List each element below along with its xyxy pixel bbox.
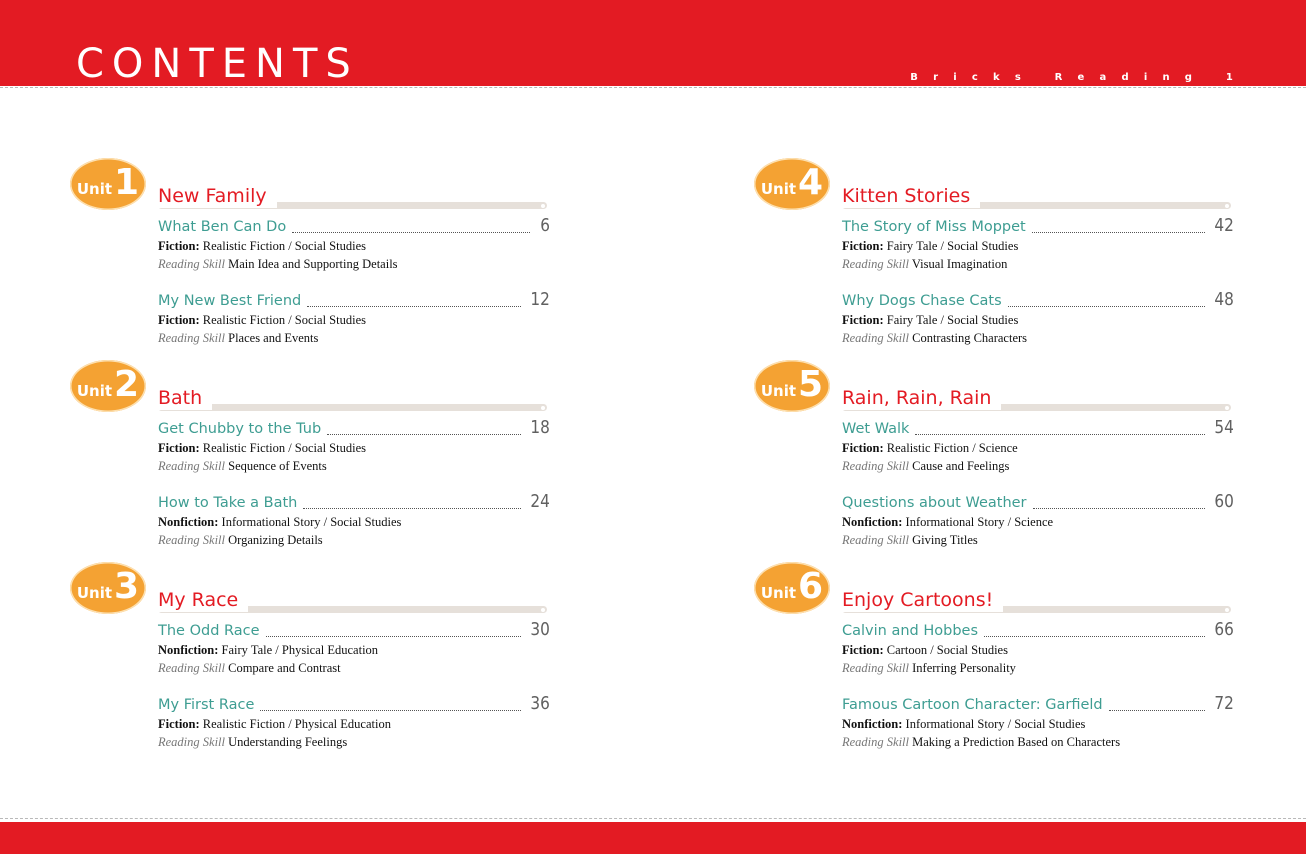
lesson-heading bbox=[158, 214, 550, 236]
genre-type: Fiction: bbox=[842, 441, 884, 455]
skill-line bbox=[158, 329, 550, 347]
genre-type: Fiction: bbox=[158, 313, 200, 327]
skill-line bbox=[158, 733, 550, 751]
skill-text: Inferring Personality bbox=[912, 661, 1016, 675]
dot-leader bbox=[266, 635, 522, 637]
skill-label: Reading Skill bbox=[158, 459, 225, 473]
skill-text: Giving Titles bbox=[912, 533, 978, 547]
genre-type: Nonfiction: bbox=[842, 515, 903, 529]
lesson-heading bbox=[158, 416, 550, 438]
genre-type: Nonfiction: bbox=[158, 515, 219, 529]
dot-leader bbox=[1033, 507, 1206, 509]
skill-line bbox=[842, 531, 1234, 549]
skill-label: Reading Skill bbox=[158, 661, 225, 675]
genre-line bbox=[158, 439, 550, 457]
dot-leader bbox=[1032, 231, 1205, 233]
genre-text: Realistic Fiction / Science bbox=[886, 441, 1018, 455]
lesson-title: Questions about Weather bbox=[842, 495, 1027, 511]
genre-type: Fiction: bbox=[158, 239, 200, 253]
dot-leader bbox=[292, 231, 530, 233]
unit-title: Rain, Rain, Rain bbox=[842, 386, 1001, 410]
unit-badge bbox=[754, 360, 830, 412]
dot-leader bbox=[1008, 305, 1205, 307]
series-label: Bricks Reading 1 bbox=[910, 72, 1248, 83]
lesson-heading bbox=[842, 618, 1234, 640]
lesson-heading bbox=[158, 618, 550, 640]
unit-section bbox=[754, 562, 1234, 764]
lesson-entry[interactable] bbox=[158, 692, 550, 751]
genre-type: Fiction: bbox=[842, 643, 884, 657]
lesson-title: How to Take a Bath bbox=[158, 495, 298, 511]
skill-text: Organizing Details bbox=[228, 533, 323, 547]
genre-text: Fairy Tale / Social Studies bbox=[886, 313, 1019, 327]
unit-number: 1 bbox=[114, 162, 140, 203]
unit-label: Unit bbox=[760, 382, 797, 400]
dot-leader bbox=[1109, 709, 1205, 711]
lesson-title: My First Race bbox=[158, 697, 255, 713]
unit-number: 3 bbox=[114, 566, 140, 607]
unit-section bbox=[754, 360, 1234, 562]
skill-text: Cause and Feelings bbox=[912, 459, 1010, 473]
genre-line bbox=[158, 311, 550, 329]
genre-line bbox=[158, 715, 550, 733]
skill-text: Understanding Feelings bbox=[228, 735, 348, 749]
genre-line bbox=[842, 715, 1234, 733]
unit-title-bar bbox=[158, 404, 547, 411]
skill-line bbox=[842, 255, 1234, 273]
dot-leader bbox=[984, 635, 1205, 637]
skill-line bbox=[842, 457, 1234, 475]
page-number: 66 bbox=[1214, 619, 1234, 640]
page-number: 36 bbox=[530, 693, 550, 714]
dot-leader bbox=[307, 305, 521, 307]
footer-band bbox=[0, 822, 1306, 854]
page-number: 12 bbox=[530, 289, 550, 310]
skill-label: Reading Skill bbox=[158, 331, 225, 345]
dot-leader bbox=[915, 433, 1205, 435]
page-number: 24 bbox=[530, 491, 550, 512]
page-number: 6 bbox=[540, 215, 550, 236]
dot-leader bbox=[327, 433, 521, 435]
lesson-title: Why Dogs Chase Cats bbox=[842, 293, 1002, 309]
unit-number: 6 bbox=[798, 566, 824, 607]
lesson-title: The Odd Race bbox=[158, 623, 260, 639]
genre-line bbox=[842, 513, 1234, 531]
skill-line bbox=[842, 329, 1234, 347]
genre-text: Realistic Fiction / Social Studies bbox=[202, 239, 366, 253]
page-number: 60 bbox=[1214, 491, 1234, 512]
genre-line bbox=[842, 641, 1234, 659]
page-number: 54 bbox=[1214, 417, 1234, 438]
lesson-entry[interactable] bbox=[842, 490, 1234, 549]
lesson-heading bbox=[158, 692, 550, 714]
unit-title: Enjoy Cartoons! bbox=[842, 588, 1003, 612]
dot-leader bbox=[303, 507, 521, 509]
genre-type: Nonfiction: bbox=[842, 717, 903, 731]
genre-line bbox=[842, 439, 1234, 457]
lesson-title: My New Best Friend bbox=[158, 293, 302, 309]
genre-text: Fairy Tale / Physical Education bbox=[221, 643, 379, 657]
lesson-heading bbox=[842, 288, 1234, 310]
lesson-heading bbox=[158, 288, 550, 310]
unit-label: Unit bbox=[76, 584, 113, 602]
skill-label: Reading Skill bbox=[842, 661, 909, 675]
skill-label: Reading Skill bbox=[158, 735, 225, 749]
unit-label: Unit bbox=[76, 180, 113, 198]
skill-line bbox=[842, 733, 1234, 751]
lesson-entry[interactable] bbox=[842, 618, 1234, 677]
genre-text: Informational Story / Social Studies bbox=[221, 515, 402, 529]
genre-text: Informational Story / Social Studies bbox=[905, 717, 1086, 731]
lesson-title: What Ben Can Do bbox=[158, 219, 287, 235]
genre-line bbox=[158, 237, 550, 255]
unit-title: Kitten Stories bbox=[842, 184, 980, 208]
lesson-title: Wet Walk bbox=[842, 421, 910, 437]
page-number: 18 bbox=[530, 417, 550, 438]
genre-text: Realistic Fiction / Physical Education bbox=[202, 717, 391, 731]
skill-text: Main Idea and Supporting Details bbox=[228, 257, 398, 271]
skill-label: Reading Skill bbox=[842, 331, 909, 345]
genre-type: Fiction: bbox=[158, 717, 200, 731]
skill-label: Reading Skill bbox=[842, 533, 909, 547]
skill-label: Reading Skill bbox=[842, 735, 909, 749]
skill-line bbox=[158, 659, 550, 677]
skill-text: Places and Events bbox=[228, 331, 319, 345]
dot-leader bbox=[260, 709, 521, 711]
skill-text: Sequence of Events bbox=[228, 459, 327, 473]
unit-title: My Race bbox=[158, 588, 248, 612]
skill-line bbox=[158, 531, 550, 549]
page-number: 42 bbox=[1214, 215, 1234, 236]
unit-number: 5 bbox=[798, 364, 824, 405]
genre-type: Nonfiction: bbox=[158, 643, 219, 657]
genre-line bbox=[158, 513, 550, 531]
footer-divider bbox=[0, 818, 1306, 819]
genre-type: Fiction: bbox=[158, 441, 200, 455]
lesson-entry[interactable] bbox=[842, 214, 1234, 273]
unit-label: Unit bbox=[760, 180, 797, 198]
lesson-entry[interactable] bbox=[158, 618, 550, 677]
skill-line bbox=[842, 659, 1234, 677]
genre-line bbox=[158, 641, 550, 659]
unit-title: New Family bbox=[158, 184, 277, 208]
lesson-entry[interactable] bbox=[158, 288, 550, 347]
lesson-heading bbox=[842, 416, 1234, 438]
lesson-heading bbox=[842, 692, 1234, 714]
skill-label: Reading Skill bbox=[158, 533, 225, 547]
unit-badge bbox=[754, 158, 830, 210]
lesson-entry[interactable] bbox=[158, 490, 550, 549]
unit-section bbox=[754, 158, 1234, 360]
lesson-entry[interactable] bbox=[842, 416, 1234, 475]
lesson-title: Get Chubby to the Tub bbox=[158, 421, 322, 437]
unit-badge bbox=[70, 562, 146, 614]
unit-title: Bath bbox=[158, 386, 212, 410]
genre-text: Informational Story / Science bbox=[905, 515, 1054, 529]
skill-line bbox=[158, 255, 550, 273]
lesson-heading bbox=[842, 490, 1234, 512]
page-number: 48 bbox=[1214, 289, 1234, 310]
unit-badge bbox=[754, 562, 830, 614]
lesson-entry[interactable] bbox=[842, 692, 1234, 751]
genre-line bbox=[842, 237, 1234, 255]
lesson-title: Calvin and Hobbes bbox=[842, 623, 978, 639]
genre-text: Fairy Tale / Social Studies bbox=[886, 239, 1019, 253]
skill-label: Reading Skill bbox=[842, 459, 909, 473]
genre-type: Fiction: bbox=[842, 239, 884, 253]
skill-label: Reading Skill bbox=[842, 257, 909, 271]
skill-text: Contrasting Characters bbox=[912, 331, 1028, 345]
unit-section bbox=[70, 158, 550, 360]
contents-column-right bbox=[754, 158, 1234, 764]
skill-text: Making a Prediction Based on Characters bbox=[912, 735, 1121, 749]
unit-number: 4 bbox=[798, 162, 824, 203]
unit-badge bbox=[70, 158, 146, 210]
genre-text: Realistic Fiction / Social Studies bbox=[202, 441, 366, 455]
lesson-entry[interactable] bbox=[842, 288, 1234, 347]
header-divider bbox=[0, 87, 1306, 88]
page-number: 72 bbox=[1214, 693, 1234, 714]
genre-text: Cartoon / Social Studies bbox=[886, 643, 1008, 657]
skill-label: Reading Skill bbox=[158, 257, 225, 271]
unit-badge bbox=[70, 360, 146, 412]
lesson-heading bbox=[842, 214, 1234, 236]
genre-text: Realistic Fiction / Social Studies bbox=[202, 313, 366, 327]
contents-column-left bbox=[70, 158, 550, 764]
skill-text: Visual Imagination bbox=[911, 257, 1008, 271]
lesson-title: The Story of Miss Moppet bbox=[842, 219, 1026, 235]
unit-label: Unit bbox=[76, 382, 113, 400]
unit-number: 2 bbox=[114, 364, 140, 405]
page-number: 30 bbox=[530, 619, 550, 640]
unit-section bbox=[70, 360, 550, 562]
lesson-heading bbox=[158, 490, 550, 512]
genre-type: Fiction: bbox=[842, 313, 884, 327]
unit-label: Unit bbox=[760, 584, 797, 602]
lesson-entry[interactable] bbox=[158, 416, 550, 475]
lesson-entry[interactable] bbox=[158, 214, 550, 273]
skill-text: Compare and Contrast bbox=[228, 661, 341, 675]
genre-line bbox=[842, 311, 1234, 329]
skill-line bbox=[158, 457, 550, 475]
page-title: CONTENTS bbox=[76, 41, 359, 87]
lesson-title: Famous Cartoon Character: Garfield bbox=[842, 697, 1103, 713]
unit-section bbox=[70, 562, 550, 764]
